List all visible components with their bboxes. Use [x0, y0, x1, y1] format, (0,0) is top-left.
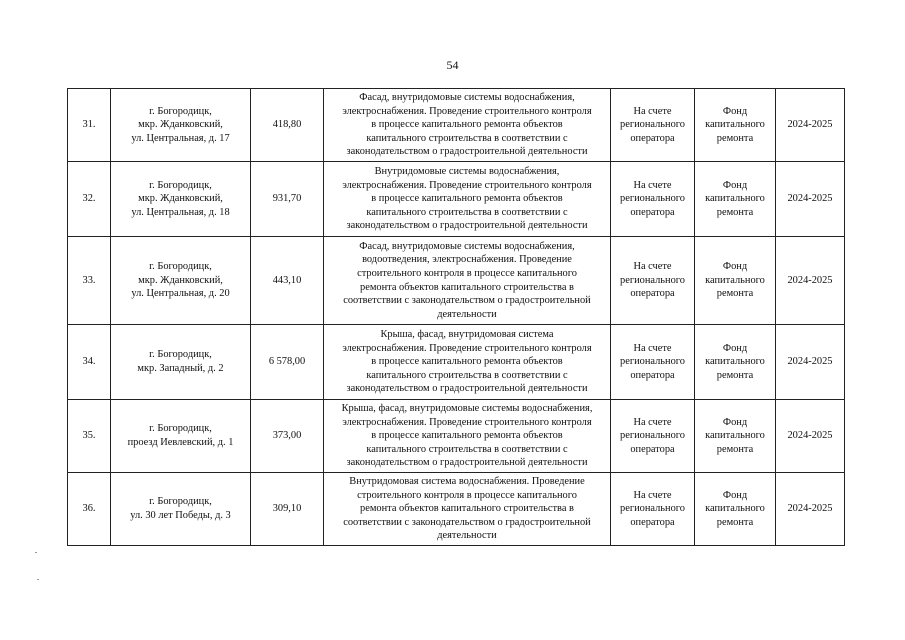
area-cell-line: 309,10: [272, 503, 302, 515]
row-number: [68, 162, 111, 237]
address-cell-line: ул. Центральная, д. 20: [131, 288, 230, 300]
row-number-line: 31.: [82, 119, 96, 131]
row-number: [68, 400, 111, 473]
period-cell-line: 2024-2025: [787, 274, 833, 286]
fund-cell: [695, 325, 776, 400]
account-cell-line: На счете: [633, 489, 672, 501]
account-cell: [611, 89, 695, 162]
fund-cell-line: ремонта: [716, 443, 754, 455]
account-cell-line: оператора: [630, 206, 675, 218]
fund-cell-line: ремонта: [716, 206, 754, 218]
row-number-line: 32.: [82, 193, 96, 205]
row-number: [68, 89, 111, 162]
address-cell-line: мкр. Жданковский,: [138, 274, 223, 286]
address-cell-line: ул. Центральная, д. 18: [131, 206, 230, 218]
works-cell-line: в процессе капитального ремонта объектов: [371, 193, 563, 205]
period-cell: [776, 237, 845, 325]
account-cell-line: оператора: [630, 369, 675, 381]
account-cell-line: регионального: [620, 119, 685, 131]
area-cell: [251, 237, 324, 325]
works-cell: [324, 237, 611, 325]
scan-artifact: [37, 579, 39, 580]
area-cell-line: 6 578,00: [268, 356, 306, 368]
area-cell: [251, 162, 324, 237]
area-cell: [251, 400, 324, 473]
area-cell-line: 931,70: [272, 193, 302, 205]
works-cell-line: капитального строительства в соответствии с: [366, 369, 568, 381]
account-cell-line: оператора: [630, 516, 675, 528]
period-cell-line: 2024-2025: [787, 119, 833, 131]
account-cell-line: На счете: [633, 179, 672, 191]
fund-cell-line: капитального: [705, 356, 765, 368]
works-cell-line: электроснабжения. Проведение строительного контроля: [342, 105, 592, 117]
works-cell-line: Внутридомовая система водоснабжения. Проведение: [349, 476, 585, 488]
fund-cell: [695, 237, 776, 325]
area-cell-line: 443,10: [272, 274, 302, 286]
row-number-line: 34.: [82, 356, 96, 368]
works-cell-line: Внутридомовые системы водоснабжения,: [374, 166, 560, 178]
period-cell: [776, 162, 845, 237]
works-cell: [324, 89, 611, 162]
works-cell: [324, 473, 611, 546]
works-cell-line: электроснабжения. Проведение строительного контроля: [342, 416, 592, 428]
account-cell: [611, 325, 695, 400]
period-cell-line: 2024-2025: [787, 430, 833, 442]
address-cell-line: г. Богородицк,: [149, 423, 212, 435]
address-cell-line: г. Богородицк,: [149, 496, 212, 508]
fund-cell: [695, 89, 776, 162]
works-cell-line: Фасад, внутридомовые системы водоснабжения,: [359, 240, 575, 252]
page-number: 54: [446, 58, 459, 72]
area-cell: [251, 89, 324, 162]
period-cell-line: 2024-2025: [787, 503, 833, 515]
address-cell-line: г. Богородицк,: [149, 349, 212, 361]
fund-cell-line: ремонта: [716, 516, 754, 528]
works-cell-line: капитального строительства в соответствии с: [366, 132, 568, 144]
table-row: [68, 325, 845, 400]
works-cell-line: соответствии с законодательством о градостроительной: [343, 295, 591, 307]
fund-cell-line: капитального: [705, 430, 765, 442]
account-cell-line: регионального: [620, 274, 685, 286]
address-cell-line: мкр. Жданковский,: [138, 193, 223, 205]
address-cell: [111, 325, 251, 400]
address-cell-line: г. Богородицк,: [149, 105, 212, 117]
fund-cell-line: капитального: [705, 119, 765, 131]
works-cell-line: законодательством о градостроительной деятельности: [346, 220, 588, 232]
address-cell: [111, 400, 251, 473]
account-cell-line: На счете: [633, 105, 672, 117]
fund-cell-line: Фонд: [722, 179, 748, 191]
address-cell-line: г. Богородицк,: [149, 179, 212, 191]
area-cell-line: 418,80: [272, 119, 302, 131]
address-cell-line: ул. Центральная, д. 17: [131, 132, 230, 144]
address-cell: [111, 89, 251, 162]
period-cell: [776, 89, 845, 162]
works-cell-line: законодательством о градостроительной деятельности: [346, 146, 588, 158]
fund-cell-line: капитального: [705, 503, 765, 515]
works-cell: [324, 400, 611, 473]
table-row: [68, 89, 845, 162]
account-cell-line: оператора: [630, 132, 675, 144]
row-number: [68, 325, 111, 400]
area-cell-line: 373,00: [272, 430, 302, 442]
works-cell: [324, 162, 611, 237]
works-cell-line: соответствии с законодательством о градостроительной: [343, 516, 591, 528]
account-cell-line: оператора: [630, 288, 675, 300]
fund-cell-line: Фонд: [722, 489, 748, 501]
address-cell-line: проезд Иевлевский, д. 1: [127, 437, 234, 448]
account-cell: [611, 237, 695, 325]
table-row: [68, 473, 845, 546]
works-cell-line: капитального строительства в соответствии с: [366, 443, 568, 455]
address-cell-line: ул. 30 лет Победы, д. 3: [130, 510, 231, 521]
works-cell-line: электроснабжения. Проведение строительного контроля: [342, 342, 592, 354]
period-cell: [776, 325, 845, 400]
capital-repair-table: [67, 88, 845, 546]
account-cell-line: На счете: [633, 416, 672, 428]
works-cell-line: электроснабжения. Проведение строительного контроля: [342, 179, 592, 191]
works-cell-line: водоотведения, электроснабжения. Проведение: [362, 254, 572, 266]
table-row: [68, 400, 845, 473]
address-cell-line: г. Богородицк,: [149, 261, 212, 273]
table-body: [68, 89, 845, 546]
period-cell: [776, 473, 845, 546]
table-row: [68, 237, 845, 325]
account-cell-line: регионального: [620, 503, 685, 515]
works-cell-line: капитального строительства в соответствии с: [366, 206, 568, 218]
works-cell-line: в процессе капитального ремонта объектов: [371, 119, 563, 131]
fund-cell-line: Фонд: [722, 416, 748, 428]
works-cell-line: в процессе капитального ремонта объектов: [371, 430, 563, 442]
fund-cell-line: ремонта: [716, 288, 754, 300]
row-number-line: 35.: [82, 430, 96, 442]
fund-cell: [695, 473, 776, 546]
area-cell: [251, 473, 324, 546]
account-cell: [611, 400, 695, 473]
address-cell: [111, 162, 251, 237]
works-cell-line: законодательством о градостроительной деятельности: [346, 457, 588, 469]
account-cell-line: регионального: [620, 356, 685, 368]
fund-cell-line: ремонта: [716, 369, 754, 381]
works-cell-line: законодательством о градостроительной деятельности: [346, 383, 588, 395]
works-cell-line: строительного контроля в процессе капитального: [357, 489, 577, 501]
area-cell: [251, 325, 324, 400]
fund-cell-line: Фонд: [722, 105, 748, 117]
table-row: [68, 162, 845, 237]
period-cell-line: 2024-2025: [787, 356, 833, 368]
address-cell-line: мкр. Западный, д. 2: [137, 363, 224, 374]
address-cell-line: мкр. Жданковский,: [138, 119, 223, 131]
account-cell-line: На счете: [633, 342, 672, 354]
scan-artifact: [35, 552, 37, 553]
works-cell-line: Крыша, фасад, внутридомовые системы водоснабжения,: [341, 403, 593, 415]
address-cell: [111, 473, 251, 546]
fund-cell: [695, 400, 776, 473]
account-cell-line: оператора: [630, 443, 675, 455]
row-number-line: 36.: [82, 503, 96, 515]
fund-cell-line: капитального: [705, 274, 765, 286]
row-number: [68, 473, 111, 546]
account-cell-line: На счете: [633, 261, 672, 273]
fund-cell-line: капитального: [705, 193, 765, 205]
works-cell-line: деятельности: [437, 308, 497, 320]
fund-cell-line: Фонд: [722, 261, 748, 273]
works-cell-line: Крыша, фасад, внутридомовая система: [380, 329, 554, 341]
row-number: [68, 237, 111, 325]
works-cell-line: Фасад, внутридомовые системы водоснабжения,: [359, 92, 575, 104]
works-cell-line: деятельности: [437, 530, 497, 542]
account-cell: [611, 162, 695, 237]
account-cell-line: регионального: [620, 193, 685, 205]
row-number-line: 33.: [82, 274, 96, 286]
works-cell-line: ремонта объектов капитального строительства в: [360, 503, 574, 515]
period-cell-line: 2024-2025: [787, 193, 833, 205]
works-cell-line: в процессе капитального ремонта объектов: [371, 356, 563, 368]
works-cell-line: строительного контроля в процессе капитального: [357, 267, 577, 279]
works-cell: [324, 325, 611, 400]
period-cell: [776, 400, 845, 473]
works-cell-line: ремонта объектов капитального строительства в: [360, 281, 574, 293]
fund-cell-line: Фонд: [722, 342, 748, 354]
address-cell: [111, 237, 251, 325]
account-cell-line: регионального: [620, 430, 685, 442]
fund-cell-line: ремонта: [716, 132, 754, 144]
fund-cell: [695, 162, 776, 237]
account-cell: [611, 473, 695, 546]
